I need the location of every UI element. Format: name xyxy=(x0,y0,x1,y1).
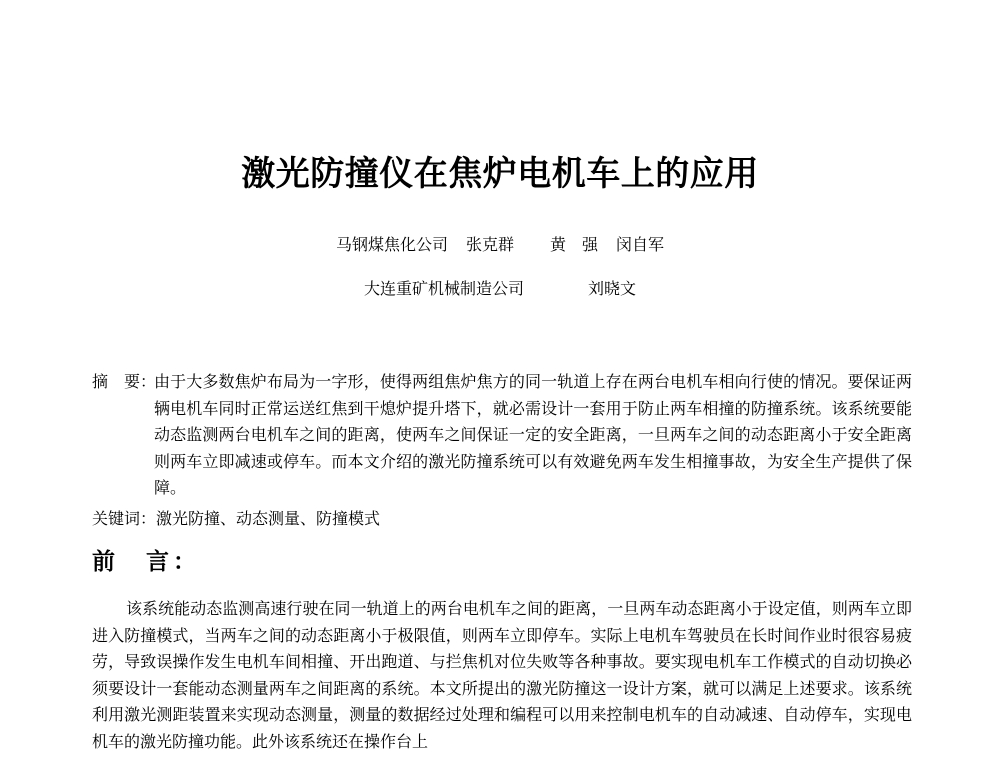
preface-body: 该系统能动态监测高速行驶在同一轨道上的两台电机车之间的距离，一旦两车动态距离小于设定值，则两车立即进入防撞模式，当两车之间的动态距离小于极限值，则两车立即停车。实际上电机车驾驶员在长时间作业时很容易疲劳，导致误操作发生电机车间相撞、开出跑道、与拦焦机对位失败等各种事故。要实现电机车工作模式的自动切换必须要设计一套能动态测量两车之间距离的系统。本文所提出的激光防撞这一设计方案，就可以满足上述要求。该系统利用激光测距装置来实现动态测量，测量的数据经过处理和编程可以用来控制电机车的自动减速、自动停车，实现电机车的激光防撞功能。此外该系统还在操作台上 xyxy=(92,599,912,751)
author-name-1: 张克群 xyxy=(465,235,514,254)
paper-title: 激光防撞仪在焦炉电机车上的应用 xyxy=(241,154,759,194)
abstract-text: 由于大多数焦炉布局为一字形，使得两组焦炉焦方的同一轨道上存在两台电机车相向行使的情况。要保证两辆电机车同时正常运送红焦到干熄炉提升塔下，就必需设计一套用于防止两车相撞的防撞系统。该系统要能动态监测两台电机车之间的距离，使两车之间保证一定的安全距离，一旦两车之间的动态距离小于安全距离则两车立即减速或停车。而本文介绍的激光防撞系统可以有效避免两车发生相撞事故，为安全生产提供了保障。 xyxy=(154,372,912,497)
author-org-1: 马钢煤焦化公司 xyxy=(335,235,448,254)
abstract xyxy=(92,369,912,502)
keywords-text: 激光防撞、动态测量、防撞模式 xyxy=(156,509,381,528)
keywords-label: 关键词： xyxy=(92,509,157,528)
section-heading-preface: 前 言： xyxy=(92,549,200,575)
author-name-2: 黄 强 xyxy=(550,235,599,254)
author-name-4: 刘晓文 xyxy=(588,279,637,298)
abstract-label: 摘 要： xyxy=(92,372,157,391)
author-org-2: 大连重矿机械制造公司 xyxy=(363,279,524,298)
author-line-1 xyxy=(0,232,1000,255)
author-name-3: 闵自军 xyxy=(616,235,665,254)
keywords xyxy=(92,506,380,529)
author-line-2 xyxy=(0,276,1000,299)
